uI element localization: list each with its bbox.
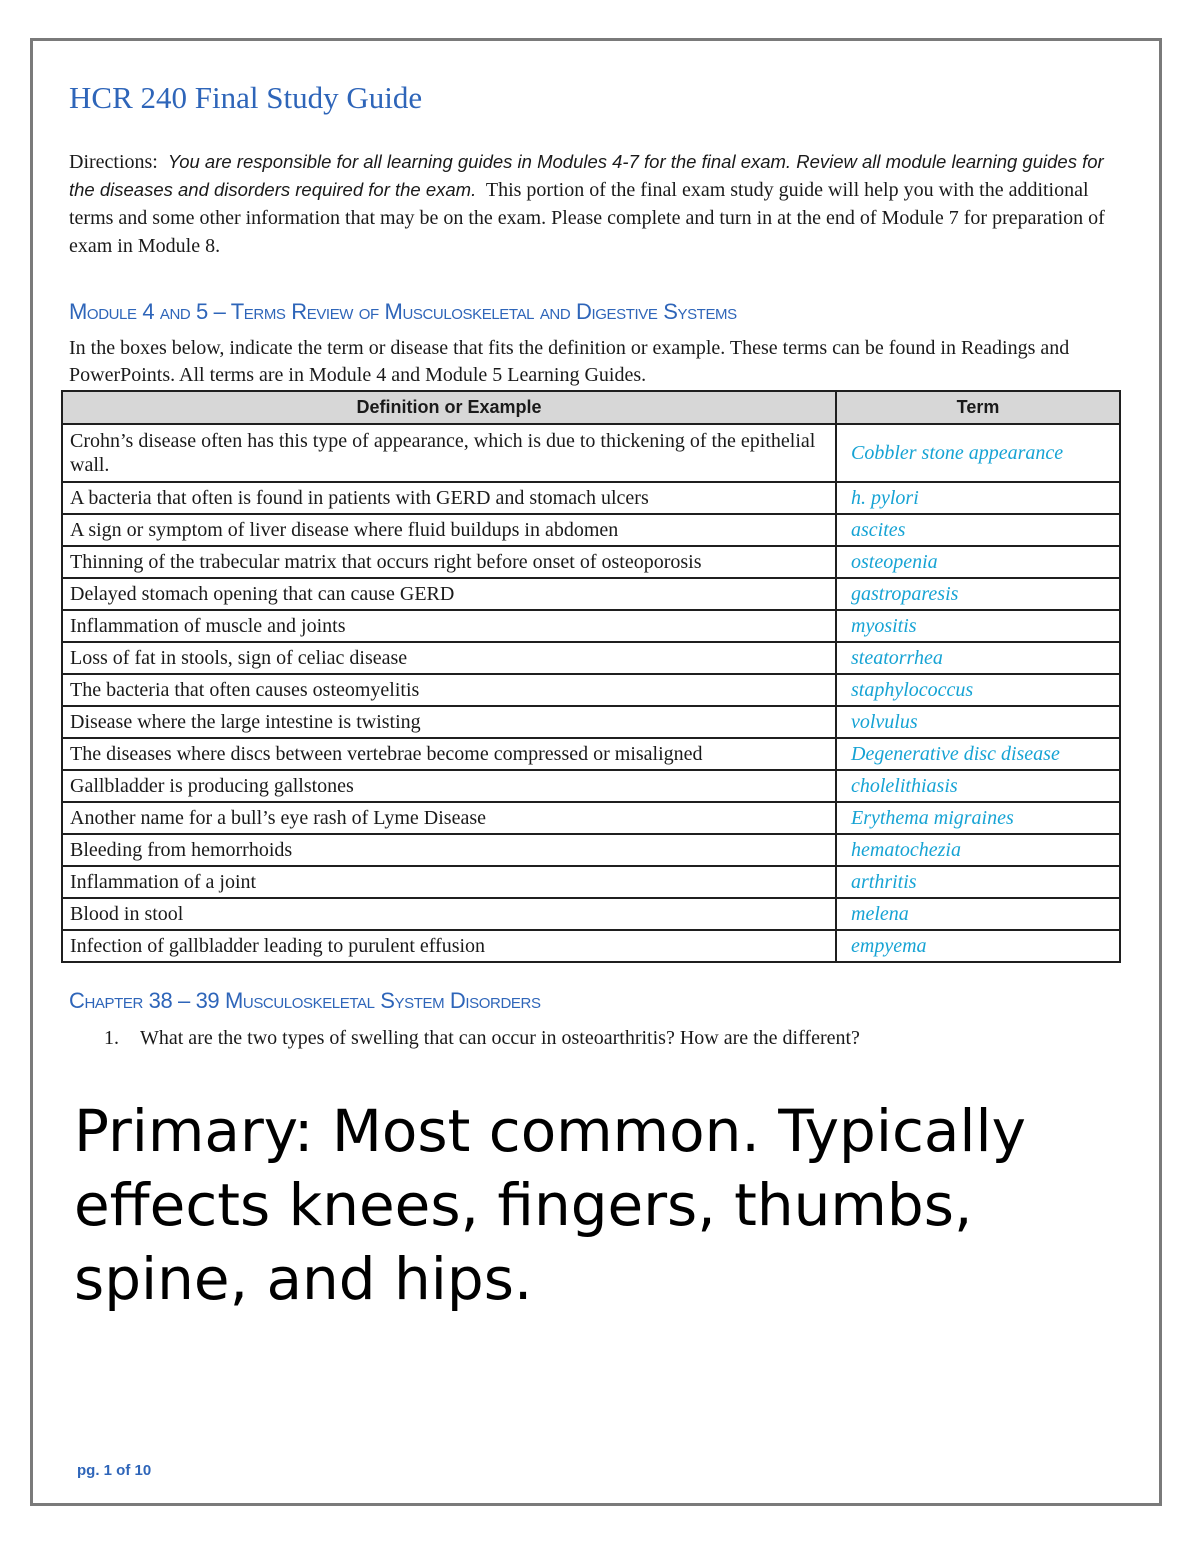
term-cell: staphylococcus bbox=[836, 674, 1120, 706]
table-row bbox=[62, 610, 1120, 642]
table-header-row bbox=[62, 391, 1120, 424]
terms-table bbox=[61, 390, 1121, 963]
term-cell: empyema bbox=[836, 930, 1120, 962]
term-cell: h. pylori bbox=[836, 482, 1120, 514]
table-row bbox=[62, 866, 1120, 898]
table-row bbox=[62, 738, 1120, 770]
table-row bbox=[62, 898, 1120, 930]
definition-cell: The diseases where discs between vertebrae become compressed or misaligned bbox=[62, 738, 836, 770]
definition-cell: Disease where the large intestine is twisting bbox=[62, 706, 836, 738]
definition-cell: Loss of fat in stools, sign of celiac disease bbox=[62, 642, 836, 674]
column-header-definition: Definition or Example bbox=[62, 391, 836, 424]
section-heading-module-4-5: Module 4 and 5 – Terms Review of Musculoskeletal and Digestive Systems bbox=[69, 299, 737, 324]
document-title: HCR 240 Final Study Guide bbox=[69, 80, 423, 115]
definition-cell: Thinning of the trabecular matrix that occurs right before onset of osteoporosis bbox=[62, 546, 836, 578]
table-row bbox=[62, 424, 1120, 482]
directions-emphasis: You are responsible for all learning guides in Modules 4-7 for the final exam. Review all module learning guides for the diseases and disorders required for the exam. bbox=[69, 151, 1104, 200]
term-cell: osteopenia bbox=[836, 546, 1120, 578]
section-heading-chapter-38-39: Chapter 38 – 39 Musculoskeletal System Disorders bbox=[69, 988, 541, 1013]
definition-cell: Gallbladder is producing gallstones bbox=[62, 770, 836, 802]
table-row bbox=[62, 482, 1120, 514]
table-row bbox=[62, 770, 1120, 802]
question-number: 1. bbox=[104, 1027, 119, 1049]
directions-text: This portion of the final exam study guide will help you with the additional terms and some other information that may be on the exam. Please complete and turn in at the end of Module 7 for preparation of exam in Module 8. bbox=[69, 179, 1105, 257]
table-row bbox=[62, 642, 1120, 674]
table-row bbox=[62, 546, 1120, 578]
term-cell: melena bbox=[836, 898, 1120, 930]
question-1 bbox=[104, 1027, 860, 1050]
term-cell: cholelithiasis bbox=[836, 770, 1120, 802]
term-cell: ascites bbox=[836, 514, 1120, 546]
question-text: What are the two types of swelling that can occur in osteoarthritis? How are the different? bbox=[140, 1027, 860, 1049]
table-row bbox=[62, 834, 1120, 866]
term-cell: myositis bbox=[836, 610, 1120, 642]
definition-cell: Blood in stool bbox=[62, 898, 836, 930]
term-cell: volvulus bbox=[836, 706, 1120, 738]
term-cell: arthritis bbox=[836, 866, 1120, 898]
directions-label: Directions: bbox=[69, 151, 158, 173]
section-intro: In the boxes below, indicate the term or disease that fits the definition or example. These terms can be found in Readings and PowerPoints. All terms are in Module 4 and Module 5 Learning Guides. bbox=[69, 337, 1070, 386]
definition-cell: A bacteria that often is found in patients with GERD and stomach ulcers bbox=[62, 482, 836, 514]
table-row bbox=[62, 802, 1120, 834]
directions-paragraph bbox=[69, 148, 1129, 260]
definition-cell: Inflammation of muscle and joints bbox=[62, 610, 836, 642]
definition-cell: Inflammation of a joint bbox=[62, 866, 836, 898]
answer-text: Primary: Most common. Typically effects knees, fingers, thumbs, spine, and hips. bbox=[74, 1097, 1026, 1313]
term-cell: gastroparesis bbox=[836, 578, 1120, 610]
definition-cell: The bacteria that often causes osteomyelitis bbox=[62, 674, 836, 706]
definition-cell: Bleeding from hemorrhoids bbox=[62, 834, 836, 866]
term-cell: Erythema migraines bbox=[836, 802, 1120, 834]
column-header-term: Term bbox=[836, 391, 1120, 424]
definition-cell: Another name for a bull’s eye rash of Lyme Disease bbox=[62, 802, 836, 834]
table-row bbox=[62, 514, 1120, 546]
term-cell: steatorrhea bbox=[836, 642, 1120, 674]
term-cell: hematochezia bbox=[836, 834, 1120, 866]
definition-cell: Delayed stomach opening that can cause GERD bbox=[62, 578, 836, 610]
table-row bbox=[62, 706, 1120, 738]
definition-cell: A sign or symptom of liver disease where fluid buildups in abdomen bbox=[62, 514, 836, 546]
table-row bbox=[62, 674, 1120, 706]
table-row bbox=[62, 930, 1120, 962]
term-cell: Degenerative disc disease bbox=[836, 738, 1120, 770]
definition-cell: Crohn’s disease often has this type of appearance, which is due to thickening of the epithelial wall. bbox=[62, 424, 836, 482]
definition-cell: Infection of gallbladder leading to purulent effusion bbox=[62, 930, 836, 962]
page-number: pg. 1 of 10 bbox=[77, 1462, 152, 1479]
table-row bbox=[62, 578, 1120, 610]
term-cell: Cobbler stone appearance bbox=[836, 424, 1120, 482]
